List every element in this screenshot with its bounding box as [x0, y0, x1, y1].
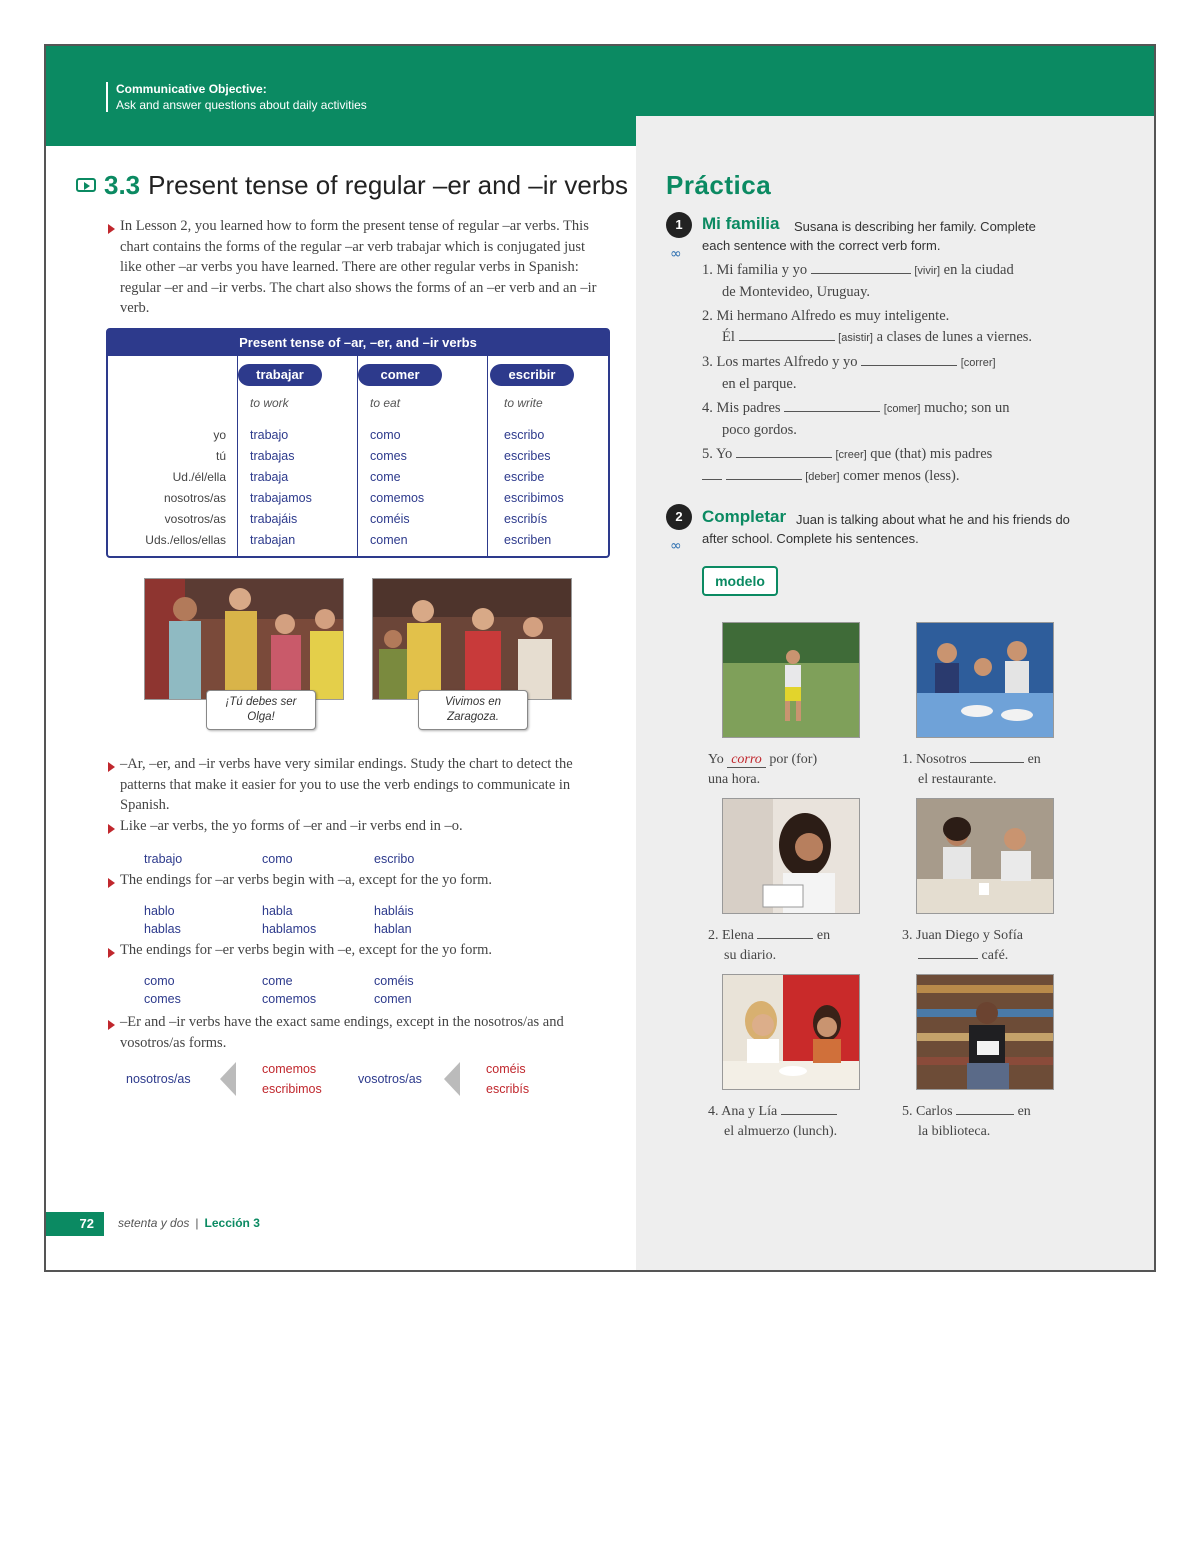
answer-blank[interactable]: [781, 1102, 837, 1115]
chart-divider: [357, 356, 358, 556]
item-text: 5. Yo: [702, 446, 733, 462]
example-word: como: [262, 852, 293, 866]
cafe-image: [917, 799, 1054, 914]
verb-form: como: [370, 428, 401, 442]
verb-form: comen: [370, 533, 408, 547]
footer-separator: |: [195, 1216, 199, 1230]
verb-form: escribo: [504, 428, 545, 442]
exercise-item-4: [702, 398, 1082, 441]
exercise-instructions: Susana is describing her family. Complete each sentence with the correct verb form.: [702, 219, 1036, 253]
page-number: 72: [46, 1212, 104, 1236]
item-text: poco gordos.: [722, 422, 797, 438]
example-word: escribo: [374, 852, 415, 866]
lunch-image: [723, 975, 860, 1090]
example-word: trabajo: [144, 852, 183, 866]
chart-title: Present tense of –ar, –er, and –ir verbs: [108, 330, 608, 356]
answer-blank[interactable]: [784, 398, 880, 412]
verb-form: coméis: [370, 512, 410, 526]
verb-form: trabajamos: [250, 491, 312, 505]
verb-form: escribes: [504, 449, 551, 463]
answer-blank[interactable]: [757, 926, 813, 939]
exercise-title: Completar: [702, 507, 787, 526]
item-text: 3. Los martes Alfredo y yo: [702, 354, 858, 370]
caption-text: la biblioteca.: [918, 1124, 991, 1139]
example-word: [486, 1082, 529, 1096]
verb-form: come: [370, 470, 401, 484]
textbook-page: [44, 44, 1156, 1272]
modelo-label: modelo: [702, 566, 778, 596]
verb-hint: [correr]: [960, 357, 996, 369]
chart-divider: [487, 356, 488, 556]
answer-blank[interactable]: [702, 466, 722, 480]
conjugation-chart: [106, 328, 610, 558]
video-still-2: [372, 578, 572, 700]
item-text: en la ciudad: [943, 262, 1014, 278]
picture-caption-3: [902, 926, 1072, 966]
section-heading: Present tense of regular –er and –ir verbs: [148, 170, 628, 200]
bullet-icon: [108, 224, 118, 234]
note-er-ir-difference: –Er and –ir verbs have the exact same endings, except in the nosotros/as and vosotros/as forms.: [120, 1014, 564, 1051]
item-text: mucho; son un: [924, 400, 1010, 416]
verb-header-trabajar: trabajar: [238, 364, 322, 386]
answer-blank[interactable]: [970, 750, 1024, 763]
verb-form: escribe: [504, 470, 545, 484]
verb-form: trabajo: [250, 428, 289, 442]
item-text: 1. Mi familia y yo: [702, 262, 808, 278]
example-word: habláis: [374, 904, 414, 918]
picture-lunch: [722, 974, 860, 1090]
item-text: a clases de lunes a viernes.: [876, 329, 1033, 345]
item-text: Él: [722, 329, 735, 345]
example-word: come: [262, 974, 293, 988]
example-word: como: [144, 974, 175, 988]
item-text: de Montevideo, Uruguay.: [722, 284, 871, 300]
practica-heading: Práctica: [666, 170, 772, 200]
verb-hint: [deber]: [805, 471, 840, 483]
example-word: hablo: [144, 904, 175, 918]
example-word: habla: [262, 904, 293, 918]
section-number: 3.3: [104, 170, 141, 200]
picture-running: [722, 622, 860, 738]
answer-blank[interactable]: [726, 466, 802, 480]
intro-paragraph: In Lesson 2, you learned how to form the present tense of regular –ar verbs. This chart contains the forms of the regular –ar verb trabajar which is conjugated just like other –ar verbs you have learned. There are other regular verbs in Spanish: regular –er and –ir verbs. The chart also shows the forms of an –er verb and an –ir verb.: [120, 218, 597, 316]
picture-caption-2: [708, 926, 878, 966]
verb-header-escribir: escribir: [490, 364, 574, 386]
verb-gloss: to work: [250, 396, 289, 410]
pair-work-icon: ∞: [670, 246, 682, 262]
answer-blank[interactable]: [861, 352, 957, 366]
example-word-ending: comemos: [262, 1062, 317, 1076]
example-word: hablas: [144, 922, 181, 936]
verb-form: comemos: [370, 491, 425, 505]
exercise-item-3: [702, 352, 1082, 395]
objective-title: Communicative Objective:: [116, 82, 267, 96]
verb-hint: [vivir]: [914, 265, 941, 277]
verb-gloss: to write: [504, 396, 543, 410]
caption-text: 3. Juan Diego y Sofía: [902, 928, 1023, 943]
pronoun: nosotros/as: [163, 491, 226, 505]
bullet-icon: [108, 1020, 118, 1030]
picture-restaurant: [916, 622, 1054, 738]
video-still-1: [144, 578, 344, 700]
exercise-title: Mi familia: [702, 214, 780, 233]
note-ar-endings: The endings for –ar verbs begin with –a, except for the yo form.: [120, 872, 493, 888]
verb-form: escribís: [504, 512, 548, 526]
item-text: 4. Mis padres: [702, 400, 781, 416]
restaurant-image: [917, 623, 1054, 738]
vosotros-label: vosotros/as: [358, 1072, 422, 1086]
example-word: comes: [144, 992, 181, 1006]
photo-caption-1: ¡Tú debes ser Olga!: [206, 690, 316, 730]
picture-diary: [722, 798, 860, 914]
answer-blank[interactable]: [956, 1102, 1014, 1115]
photo-caption-2: Vivimos en Zaragoza.: [418, 690, 528, 730]
example-word: [486, 1062, 526, 1076]
exercise-item-1: [702, 260, 1082, 303]
item-text: en el parque.: [722, 376, 797, 392]
objective-text: Ask and answer questions about daily activities: [116, 98, 367, 112]
verb-form: comes: [370, 449, 407, 463]
library-image: [917, 975, 1054, 1090]
book-page-words: setenta y dos: [118, 1216, 190, 1230]
arrow-icon: [444, 1062, 460, 1096]
example-word-ending: coméis: [486, 1062, 526, 1076]
verb-hint: [asistir]: [838, 332, 873, 344]
caption-text: por (for): [769, 752, 818, 767]
picture-caption-1: [902, 750, 1072, 790]
exercise-number: 1: [666, 212, 692, 238]
verb-hint: [creer]: [835, 449, 867, 461]
caption-text: café.: [981, 948, 1009, 963]
chart-divider: [237, 356, 238, 556]
picture-cafe: [916, 798, 1054, 914]
caption-text: 4. Ana y Lía: [708, 1104, 778, 1119]
nosotros-label: nosotros/as: [126, 1072, 191, 1086]
item-text: 2. Mi hermano Alfredo es muy inteligente.: [702, 308, 950, 324]
section-title: [76, 170, 628, 201]
diary-image: [723, 799, 860, 914]
caption-text: una hora.: [708, 772, 761, 787]
model-answer: corro: [727, 752, 766, 768]
exercise-item-2: [702, 306, 1082, 349]
picture-caption-5: [902, 1102, 1072, 1142]
answer-blank[interactable]: [811, 260, 911, 274]
caption-text: en: [1017, 1104, 1031, 1119]
verb-form: trabajáis: [250, 512, 298, 526]
communicative-objective: [106, 82, 367, 112]
caption-text: el restaurante.: [918, 772, 997, 787]
footer-running-head: [118, 1216, 260, 1230]
verb-hint: [comer]: [883, 403, 921, 415]
verb-form: escribimos: [504, 491, 564, 505]
item-text: comer menos (less).: [843, 468, 960, 484]
pronoun: Uds./ellos/ellas: [145, 533, 226, 547]
note-er-endings: The endings for –er verbs begin with –e, except for the yo form.: [120, 942, 493, 958]
bullet-icon: [108, 948, 118, 958]
example-word-ending: escribís: [486, 1082, 530, 1096]
caption-text: en: [1027, 752, 1041, 767]
caption-text: su diario.: [724, 948, 777, 963]
lesson-label: Lección 3: [204, 1216, 260, 1230]
verb-form: escriben: [504, 533, 552, 547]
verb-header-comer: comer: [358, 364, 442, 386]
picture-library: [916, 974, 1054, 1090]
bullet-icon: [108, 762, 118, 772]
picture-caption-4: [708, 1102, 888, 1142]
running-image: [723, 623, 860, 738]
example-word: [262, 1082, 322, 1096]
caption-text: Yo: [708, 752, 724, 767]
video-still-image: [373, 579, 572, 700]
answer-blank[interactable]: [736, 444, 832, 458]
note-yo-forms: Like –ar verbs, the yo forms of –er and –ir verbs end in –o.: [120, 818, 463, 834]
caption-text: 2. Elena: [708, 928, 754, 943]
pair-work-icon: ∞: [670, 538, 682, 554]
caption-text: 1. Nosotros: [902, 752, 967, 767]
example-word: coméis: [374, 974, 414, 988]
answer-blank[interactable]: [739, 327, 835, 341]
verb-gloss: to eat: [370, 396, 401, 410]
caption-text: 5. Carlos: [902, 1104, 953, 1119]
caption-text: en: [816, 928, 831, 943]
verb-form: trabaja: [250, 470, 289, 484]
answer-blank[interactable]: [918, 946, 978, 959]
video-icon[interactable]: [76, 178, 96, 192]
example-word: hablan: [374, 922, 412, 936]
verb-form: trabajas: [250, 449, 295, 463]
pronoun: yo: [213, 428, 226, 442]
pronoun: Ud./él/ella: [172, 470, 226, 484]
verb-form: trabajan: [250, 533, 296, 547]
model-caption: [708, 750, 868, 790]
pronoun: tú: [215, 449, 226, 463]
pronoun: vosotros/as: [164, 512, 226, 526]
example-word: comen: [374, 992, 412, 1006]
video-still-image: [145, 579, 344, 700]
arrow-icon: [220, 1062, 236, 1096]
note-patterns: –Ar, –er, and –ir verbs have very similar endings. Study the chart to detect the patterns that make it easier for you to use the verb endings to communicate in Spanish.: [120, 756, 573, 813]
caption-text: el almuerzo (lunch).: [724, 1124, 838, 1139]
exercise-instructions: Juan is talking about what he and his friends do after school. Complete his sentences.: [702, 512, 1070, 546]
example-word: [262, 1062, 316, 1076]
exercise-item-5: [702, 444, 1082, 488]
exercise-number: 2: [666, 504, 692, 530]
item-text: que (that) mis padres: [870, 446, 993, 462]
example-word: comemos: [262, 992, 317, 1006]
bullet-icon: [108, 824, 118, 834]
bullet-icon: [108, 878, 118, 888]
example-word-ending: escribimos: [262, 1082, 322, 1096]
example-word: hablamos: [262, 922, 317, 936]
